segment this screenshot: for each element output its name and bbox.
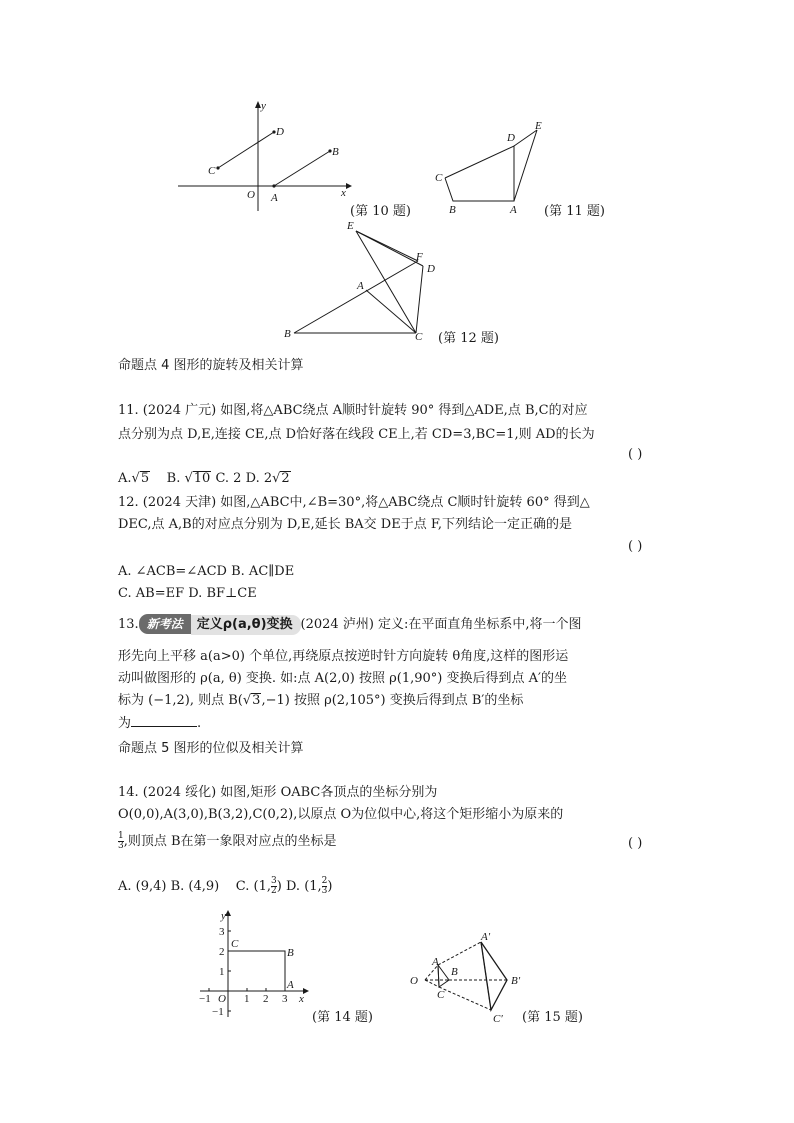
label-a: A xyxy=(432,956,439,968)
q12-line-2: DEC,点 A,B的对应点分别为 D,E,延长 BA交 DE于点 F,下列结论一定正确的是 xyxy=(118,517,572,532)
q11-line-1: 11. (2024 广元) 如图,将△ABC绕点 A顺时针旋转 90° 得到△ADE,点 B,C的对应 xyxy=(118,403,588,418)
definition-badge: 定义ρ(a,θ)变换 xyxy=(191,615,301,635)
label-d: D xyxy=(276,126,284,138)
label-a-prime: A′ xyxy=(481,931,491,943)
label-e: E xyxy=(535,120,542,132)
caption-fig15: (第 15 题) xyxy=(522,1010,583,1025)
figure-14 xyxy=(190,905,315,1025)
q11-option-d: D. 2√2 xyxy=(245,471,290,486)
label-x: x xyxy=(341,187,346,199)
section-title-4: 命题点 4 图形的旋转及相关计算 xyxy=(118,358,304,373)
label-y: y xyxy=(221,910,226,922)
q13-line-2: 形先向上平移 a(a>0) 个单位,再绕原点按逆时针方向旋转 θ角度,这样的图形运 xyxy=(118,649,569,664)
q14-options xyxy=(118,877,332,896)
tick-y-neg1: −1 xyxy=(212,1006,224,1018)
figure-15 xyxy=(405,925,530,1025)
figure-12 xyxy=(280,215,450,345)
tick-y-1: 1 xyxy=(219,966,225,978)
q12-answer-paren: ( ) xyxy=(628,539,643,554)
caption-fig12: (第 12 题) xyxy=(438,331,499,346)
q14-line-3: $\frac{1}{3}$ ,则顶点 B在第一象限对应点的坐标是 xyxy=(118,831,337,851)
q13-line-4: 标为 (−1,2), 则点 B(√3,−1) 按照 ρ(2,105°) 变换后得到点 B′的坐标 xyxy=(118,693,524,708)
tick-x-1: 1 xyxy=(244,993,250,1005)
q13-line-5: 为 . xyxy=(118,716,202,731)
q12-options-cd: C. AB=EF D. BF⊥CE xyxy=(118,586,257,601)
label-b: B xyxy=(332,146,339,158)
figure-11 xyxy=(430,115,550,220)
segment-ab xyxy=(274,151,330,186)
label-b: B xyxy=(451,966,458,978)
q14-line-1: 14. (2024 绥化) 如图,矩形 OABC各顶点的坐标分别为 xyxy=(118,785,438,800)
q14-line-2: O(0,0),A(3,0),B(3,2),C(0,2),以原点 O为位似中心,将这个矩形缩小为原来的 xyxy=(118,807,564,822)
q14-options-ab: A. (9,4) B. (4,9) xyxy=(118,879,220,894)
new-method-badge: 新考法 xyxy=(139,614,191,634)
segment-cd xyxy=(218,132,274,168)
tick-x-neg1: −1 xyxy=(199,993,211,1005)
y-arrow-icon xyxy=(225,910,231,916)
figure-10 xyxy=(170,95,360,220)
tick-x-2: 2 xyxy=(263,993,269,1005)
q11-line-2: 点分别为点 D,E,连接 CE,点 D恰好落在线段 CE上,若 CD=3,BC=1,则 AD的长为 xyxy=(118,427,595,442)
q11-option-b: B. √10 xyxy=(166,471,211,486)
caption-fig14: (第 14 题) xyxy=(312,1010,373,1025)
q13-line-3: 动叫做图形的 ρ(a, θ) 变换. 如:点 A(2,0) 按照 ρ(1,90°) 变换后得到点 A′的坐 xyxy=(118,671,567,686)
q11-option-a: A.√5 xyxy=(118,471,150,486)
x-arrow-icon xyxy=(303,988,309,994)
q11-options xyxy=(118,470,291,488)
label-d: D xyxy=(507,132,515,144)
q12-options-ab: A. ∠ACB=∠ACD B. AC∥DE xyxy=(118,564,295,579)
q13-line-1: 13. 新考法 定义ρ(a,θ)变换 (2024 泸州) 定义:在平面直角坐标系中,将一个图 xyxy=(118,614,582,635)
x-arrow-icon xyxy=(346,183,352,189)
label-a: A xyxy=(510,204,517,216)
q11-answer-paren: ( ) xyxy=(628,447,643,462)
tick-y-3: 3 xyxy=(219,926,225,938)
section-title-5: 命题点 5 图形的位似及相关计算 xyxy=(118,741,304,756)
label-f: F xyxy=(416,251,423,263)
q14-option-c: C. (1, $\frac{3}{2}$ ) xyxy=(235,876,282,896)
label-c: C xyxy=(208,165,216,177)
caption-fig10: (第 10 题) xyxy=(350,204,411,219)
label-o: O xyxy=(247,189,255,201)
label-x: x xyxy=(299,993,304,1005)
q14-option-d: D. (1, $\frac{2}{3}$ ) xyxy=(285,876,333,896)
label-b: B xyxy=(284,328,291,340)
label-a: A xyxy=(287,979,294,991)
q12-line-1: 12. (2024 天津) 如图,△ABC中,∠B=30°,将△ABC绕点 C顺时针旋转 60° 得到△ xyxy=(118,495,590,510)
label-d: D xyxy=(427,263,435,275)
tick-y-2: 2 xyxy=(219,946,225,958)
caption-fig11: (第 11 题) xyxy=(544,204,605,219)
label-b: B xyxy=(287,947,294,959)
label-c: C xyxy=(231,938,239,950)
label-o: O xyxy=(410,975,418,987)
label-e: E xyxy=(347,220,354,232)
label-y: y xyxy=(261,100,266,112)
label-a: A xyxy=(357,280,364,292)
label-c: C xyxy=(437,989,445,1001)
label-a: A xyxy=(271,192,278,204)
label-b: B xyxy=(449,204,456,216)
q11-option-c: C. 2 xyxy=(215,471,242,486)
label-c-prime: C′ xyxy=(493,1013,503,1025)
label-c: C xyxy=(415,331,423,343)
answer-blank xyxy=(131,714,197,727)
label-b-prime: B′ xyxy=(511,975,521,987)
tick-x-3: 3 xyxy=(282,993,288,1005)
q14-answer-paren: ( ) xyxy=(628,836,643,851)
label-c: C xyxy=(435,172,443,184)
label-o: O xyxy=(218,993,226,1005)
